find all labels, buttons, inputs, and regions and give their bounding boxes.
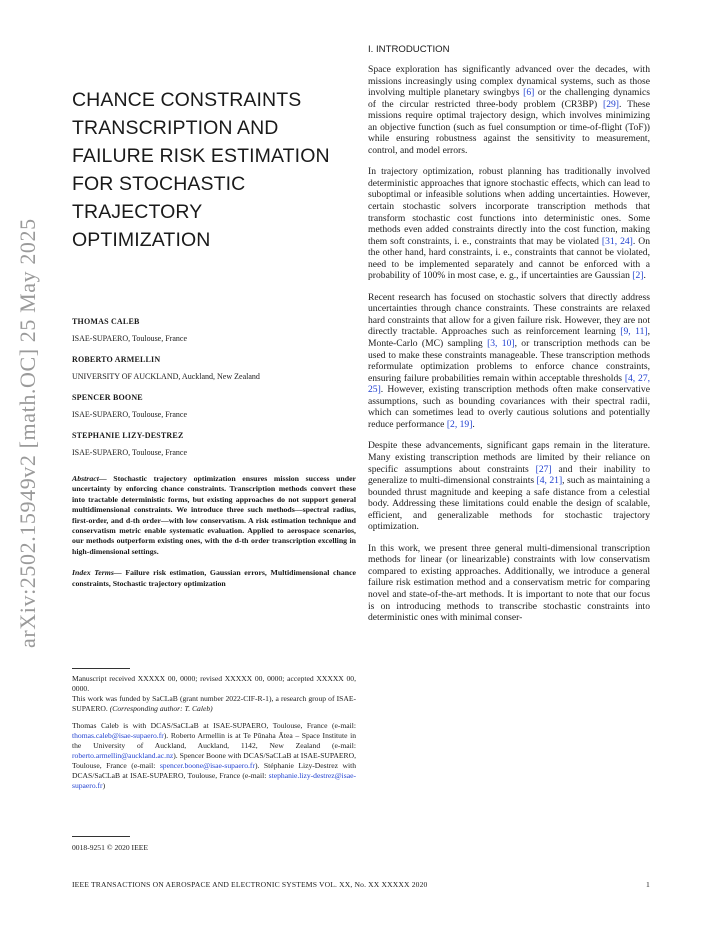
affiliation-text: Thomas Caleb is with DCAS/SaCLaB at ISAE-SUPAERO, Toulouse, France (e-mail: <box>72 721 356 730</box>
paragraph-text: . These missions require optimal trajectory design, which involves minimizing an objective function (such as fuel consumption or time-of-flight (ToF)) while ensuring robustness against the sensitivity to measurement, control, and model errors. <box>368 98 650 156</box>
introduction-body <box>368 64 650 624</box>
funding-note <box>72 694 356 714</box>
footnote-divider <box>72 668 130 669</box>
author-affiliation: ISAE-SUPAERO, Toulouse, France <box>72 448 187 457</box>
index-terms <box>72 568 356 589</box>
abstract-label: Abstract— <box>72 474 107 483</box>
author-list <box>72 316 356 459</box>
affiliation-text: ). Spencer Boone with DCAS/SaCLaB at ISAE-SUPAERO, Toulouse, France (e-mail: <box>72 751 356 770</box>
title-line: OPTIMIZATION <box>72 229 211 251</box>
paragraph-text: In this work, we present three general multi-dimensional transcription methods for linear (or linearizable) constraints with low conservatism compared to existing approaches. Additionally, we introduce a general failure risk estimation method and a conservatism metric for comparing novel and state-of-the-art methods. It is important to note that our focus is on introducing methods to transcribe stochastic constraints into deterministic ones with minimal conser- <box>368 542 650 624</box>
author-block <box>72 430 356 459</box>
body-paragraph <box>368 440 650 532</box>
affiliation-text: ) <box>102 781 106 790</box>
paragraph-text: , Monte-Carlo (MC) sampling <box>368 326 650 350</box>
title-line: CHANCE CONSTRAINTS <box>72 89 302 111</box>
author-block <box>72 354 356 383</box>
affiliation-text: ). Stéphanie Lizy-Destrez with DCAS/SaCLaB at ISAE-SUPAERO, Toulouse, France (e-mail: <box>72 761 356 780</box>
paragraph-text: . <box>472 418 475 430</box>
paragraph-text: and their inability to generalize to multi-dimensional constraints <box>368 463 651 487</box>
affiliation-text: ). Roberto Armellin is at Te Pūnaha Ātea – Space Institute in the University of Auckland, Auckland, 1142, New Zealand (e-mail: <box>72 731 356 750</box>
arxiv-stamp: arXiv:2502.15949v2 [math.OC] 25 May 2025 <box>15 218 40 648</box>
citation-link[interactable]: [4, 27, 25] <box>368 372 651 396</box>
citation-link[interactable]: [27] <box>535 463 552 475</box>
corresponding-author: (Corresponding author: T. Caleb) <box>109 704 213 713</box>
body-paragraph <box>368 64 650 156</box>
citation-link[interactable]: [2, 19] <box>446 418 473 430</box>
title-line: FOR STOCHASTIC <box>72 173 246 195</box>
email-link[interactable]: spencer.boone@isae-supaero.fr <box>159 761 255 770</box>
paper-title <box>72 86 356 254</box>
body-paragraph <box>368 543 650 624</box>
citation-link[interactable]: [6] <box>523 87 535 99</box>
copyright-notice: 0018-9251 © 2020 IEEE <box>72 843 149 852</box>
citation-link[interactable]: [31, 24] <box>601 235 633 247</box>
funding-text: This work was funded by SaCLaB (grant number 2022-CIF-R-1), a research group of ISAE-SUPAERO. <box>72 694 356 713</box>
paragraph-text: or the challenging dynamics of the circular restricted three-body problem (CR3BP) <box>368 87 650 110</box>
paragraph-text: . <box>643 270 646 282</box>
paragraph-text: , such as maintaining a bounded thrust magnitude and keeping a safe distance from a celestial body. Addressing these limitations could enable the design of scalable, efficient, and generalizable methods for stochastic trajectory optimization. <box>368 475 650 533</box>
author-affiliation: UNIVERSITY OF AUCKLAND, Auckland, New Zealand <box>72 372 260 381</box>
paragraph-text: In trajectory optimization, robust planning has traditionally involved deterministic approaches that ignore stochastic effects, which can lead to suboptimal or infeasible solutions when adding uncertainties. However, certain stochastic solvers incorporate transcription methods that transform stochastic cost functions into deterministic ones. Some methods even added constraints directly into the cost function, making them soft constraints, i. e., constraints that may be violated <box>368 166 650 247</box>
author-name: SPENCER BOONE <box>72 393 143 402</box>
author-block <box>72 392 356 421</box>
footnotes <box>72 674 356 791</box>
author-name: ROBERTO ARMELLIN <box>72 355 161 364</box>
index-terms-text: Failure risk estimation, Gaussian errors, Multidimensional chance constraints, Stochastic trajectory optimization <box>72 568 357 588</box>
affiliation-note <box>72 721 356 791</box>
paragraph-text: Space exploration has significantly advanced over the decades, with missions increasingly using complex dynamical systems, such as those involving multiple planetary swingbys <box>368 64 650 99</box>
paragraph-text: Recent research has focused on stochastic solvers that directly address uncertainties through chance constraints. These constraints are relaxed hard constraints that allow for a given failure risk. However, they are not directly tractable. Approaches such as reinforcement learning <box>368 291 650 338</box>
author-affiliation: ISAE-SUPAERO, Toulouse, France <box>72 334 187 343</box>
email-link[interactable]: stephanie.lizy-destrez@isae-supaero.fr <box>72 771 356 790</box>
email-link[interactable]: thomas.caleb@isae-supaero.fr <box>72 731 164 740</box>
title-line: TRANSCRIPTION AND <box>72 117 279 139</box>
author-name: STEPHANIE LIZY-DESTREZ <box>72 431 184 440</box>
right-column <box>368 44 650 634</box>
index-terms-label: Index Terms— <box>72 568 122 578</box>
paragraph-text: . On the other hand, hard constraints, i. e., constraints that cannot be violated, need to be implemented separately and cannot be enforced with a probability of 100% in most case, e. g., if uncertainties are Gaussian <box>368 235 650 282</box>
copyright-divider <box>72 836 130 837</box>
journal-info: IEEE TRANSACTIONS ON AEROSPACE AND ELECTRONIC SYSTEMS VOL. XX, No. XX XXXXX 2020 <box>72 880 428 889</box>
paragraph-text: . However, existing transcription methods often make conservative assumptions, such as bounding covariances with their spectral radii, which can sometimes lead to overly cautious solutions and potentially reduce performance <box>368 384 650 430</box>
page-footer <box>72 880 650 889</box>
paragraph-text: , or transcription methods can be used to make these constraints manageable. These transcription methods reformulate optimization problems to enforce chance constraints, ensuring failure probabilities remain within acceptable thresholds <box>368 338 651 384</box>
paragraph-text: Despite these advancements, significant gaps remain in the literature. Many existing transcription methods are limited by their reliance on specific assumptions about constraints <box>368 440 650 475</box>
abstract <box>72 474 356 557</box>
citation-link[interactable]: [4, 21] <box>536 475 563 487</box>
body-paragraph <box>368 292 650 431</box>
page-number: 1 <box>646 880 650 889</box>
section-heading: I. INTRODUCTION <box>368 44 450 55</box>
manuscript-note: Manuscript received XXXXX 00, 0000; revised XXXXX 00, 0000; accepted XXXXX 00, 0000. <box>72 674 356 693</box>
citation-link[interactable]: [9, 11] <box>620 326 648 338</box>
citation-link[interactable]: [2] <box>632 270 644 282</box>
title-line: FAILURE RISK ESTIMATION <box>72 145 330 167</box>
abstract-text: Stochastic trajectory optimization ensures mission success under uncertainty by enforcing chance constraints. Transcription methods convert these into tractable deterministic forms, but existing approaches do not support general multidimensional constraints. We introduce three such methods—spectral radius, first-order, and d-th order—with low conservatism. A risk estimation technique and conservatism metric enable systematic evaluation. Applied to aerospace scenarios, our methods outperform existing ones, with the d-th order transcription excelling in high-dimensional settings. <box>72 474 356 556</box>
citation-link[interactable]: [3, 10] <box>487 338 515 350</box>
author-block <box>72 316 356 345</box>
title-line: TRAJECTORY <box>72 201 203 223</box>
body-paragraph <box>368 166 650 281</box>
author-affiliation: ISAE-SUPAERO, Toulouse, France <box>72 410 187 419</box>
author-name: THOMAS CALEB <box>72 317 140 326</box>
left-column <box>72 86 356 589</box>
citation-link[interactable]: [29] <box>603 98 619 110</box>
email-link[interactable]: roberto.armellin@auckland.ac.nz <box>72 751 174 760</box>
